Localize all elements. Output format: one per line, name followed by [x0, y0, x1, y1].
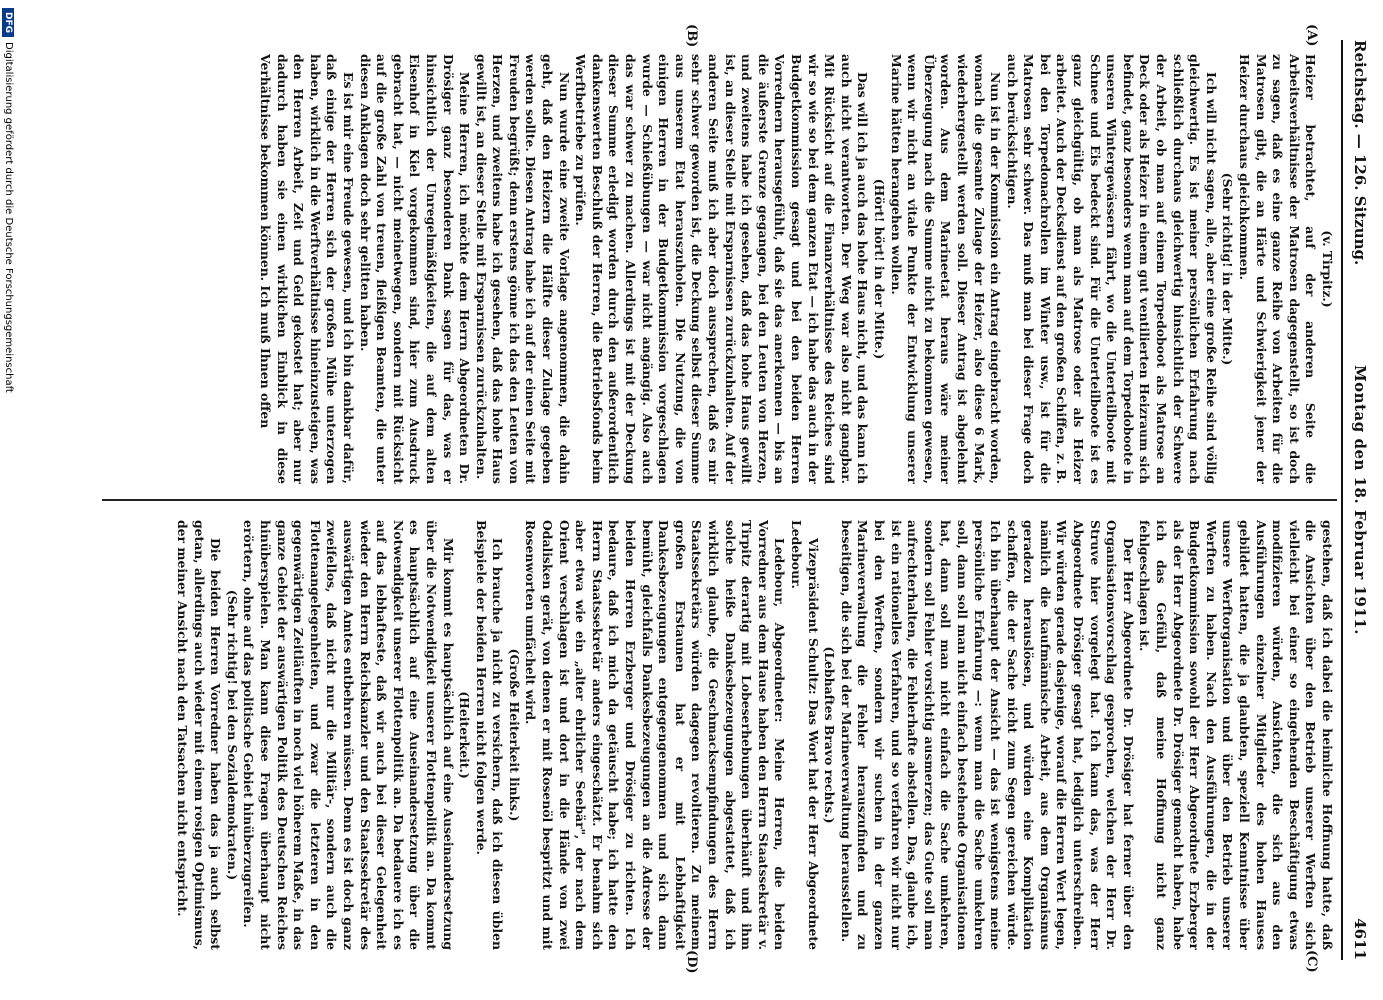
- paragraph: Nun wurde eine zweite Vorlage angenommen, die dahin geht, daß den Heizern die Hälfte dieser Zulage gegeben werden sollte. Diesen Antrag habe ich auf der einen Seite mit Freuden begrüßt; denn erstens gönne ich das den Leuten von Herzen, und zweitens habe ich gesehen, daß das hohe Haus gewillt ist, an dieser Stelle mit Ersparnissen zurückzuhalten.: [473, 54, 572, 484]
- left-column: [110, 54, 1335, 484]
- speaker-intro: Vizepräsident Schultz: Das Wort hat der Herr Abgeordnete Ledebour.: [789, 520, 821, 950]
- attribution-text: Digitalisierung gefördert durch die Deutsche Forschungsgemeinschaft: [3, 42, 14, 393]
- paragraph: Mir kommt es hauptsächlich auf eine Auseinandersetzung über die Notwendigkeit unserer Flottenpolitik an. Da kommt es hauptsächlich auf eine Auseinandersetzung über die Notwendigkeit unserer Flottenpolitik an. Da bedauere ich es auf das lebhafteste, daß wir auch bei dieser Gelegenheit wieder den Herrn Reichskanzler und den Staatssekretär des auswärtigen Amtes entbehren müssen. Denn es ist doch ganz zweifellos, daß nicht nur die Militär-, sondern auch die Flottenangelegenheiten, und zwar die letzteren in den gegenwärtigen Zeitläuften in noch viel höherem Maße, in das ganze Gebiet der auswärtigen Politik des Deutschen Reiches hinüberspielen. Man kann diese Fragen überhaupt nicht erörtern, ohne auf das politische Gebiet hinüberzugreifen.: [241, 520, 456, 950]
- page-header: [1345, 40, 1369, 960]
- header-title: Reichstag. — 126. Sitzung.: [1351, 40, 1369, 266]
- paragraph: Heizer betrachtet, auf der anderen Seite die Arbeitsverhältnisse der Matrosen dagegenstellt, so ist doch zu sagen, daß es eine ganze Reihe von Arbeiten für die Matrosen gibt, die an Härte und Schwierigkeit jener der Heizer durchaus gleichkommen.: [1237, 54, 1319, 484]
- paragraph: Ich brauche ja nicht zu versichern, daß ich diesen üblen Beispiele der beiden Herren nicht folgen werde.: [473, 520, 506, 950]
- right-column: [110, 520, 1335, 950]
- interjection: (Große Heiterkeit links.): [506, 648, 522, 822]
- paragraph: Der Herr Abgeordnete Dr. Drösiger hat ferner über den Organisationsvorschlag gesprochen, welchen der Herr Dr. Struve hier vorgelegt hat. Ich kann das, was der Herr Abgeordnete Drösiger gesagt hat, lediglich unterschreiben. Wir würden gerade dasjenige, worauf die Herren Wert legen, nämlich die kaufmännische Arbeit, aus dem Organismus geradezu herauslösen, und würden eine Komplikation schaffen, die der Sache nicht zum Segen gereichen würde. Ich bin überhaupt der Ansicht — das ist wenigstens meine persönliche Erfahrung —: wenn man die Sache umkehren soll, dann soll man nicht einfach bestehende Organisationen hat, dann soll man nicht einfach die Sache umkehren, sondern soll Fehler vorsichtig ausmerzen; das Gute soll man aufrechterhalten, die Fehlerhafte abstellen. Das, glaube ich, ist ein rationelles Verfahren, und so verfahren wir nicht nur bei den Werften, sondern wir suchen in der ganzen Marineverwaltung die Fehler herauszufinden und zu beseitigen, die sich bei der Marineverwaltung herausstellen.: [838, 520, 1136, 950]
- margin-marker-b: (B): [684, 24, 699, 48]
- interjection: (Heiterkeit.): [457, 691, 473, 779]
- page-number: 4611: [1351, 918, 1369, 960]
- interjection: (Hört! hört! in der Mitte.): [871, 178, 887, 360]
- paragraph: Das will ich ja auch das hohe Haus nicht, und das kann ich auch nicht verantworten. Der Weg war also nicht gangbar. Mit Rücksicht auf die Finanzverhältnisse des Reiches sind wir so wie so bei dem ganzen Etat — ich habe das auch in der Budgetkommission gesagt und bei den beiden Herren Vorrednern herausgefühlt, daß sie das anerkennen — bis an die äußerste Grenze gegangen, bei den Leuten von Herzen, und zweitens habe ich gesehen, daß das hohe Haus gewillt ist, an dieser Stelle mit Ersparnissen zurückzuhalten. Auf der anderen Seite muß ich aber doch aussprechen, daß es mir sehr schwer geworden ist, die Deckung selbst dieser Summe aus unserem Etat herauszuholen. Die Nutzung, die von einigen Herren in der Budgetkommission vorgeschlagen wurde — Schießübungen — war nicht angängig. Also auch das war schwer zu machen. Allerdings ist mit der Deckung dieser Summe erledigt worden durch den außerordentlich dankenswerten Beschluß der Herren, die Betriebsfonds beim Werftbetriebe zu prüfen.: [573, 54, 871, 484]
- paragraph: gestehen, daß ich dabei die heimliche Hoffnung hatte, daß die Ansichten über den Betrieb unserer Werften sich vielleicht bei einer so eingehenden Beschäftigung etwas modifizieren würden, Ansichten, die sich aus den Ausführungen einzelner Mitglieder des hohen Hauses gebildet hatten, die ja glaubten, speziell Kenntnisse über unsere Werftorganisation und über den Betrieb unserer Werften zu haben. Nach den Ausführungen, die in der Budgetkommission sowohl der Herr Abgeordnete Erzberger als der Herr Abgeordnete Dr. Drösiger gemacht haben, habe ich das Gefühl, daß meine Hoffnung nicht ganz fehlgeschlagen ist.: [1137, 520, 1335, 950]
- attribution-strip: [0, 8, 14, 393]
- paragraph: Nun ist in der Kommission ein Antrag eingebracht worden, wonach die gesamte Zulage der Heizer, also diese 6 Mark, wiederhergestellt werden soll. Dieser Antrag ist abgelehnt worden. Aus dem Marineetat heraus wäre meiner Überzeugung nach die Summe nicht zu bekommen gewesen, wenn wir nicht an vitale Punkte der Entwicklung unserer Marine hätten herangehen wollen.: [888, 54, 1004, 484]
- margin-marker-a: (A): [1304, 24, 1319, 47]
- paragraph: Die beiden Herren Vorredner haben das ja auch selbst getan, allerdings auch wieder mit einem rosigen Optimismus, der meiner Ansicht nach den Tatsachen nicht entspricht.: [175, 520, 224, 950]
- dfg-logo: DFG: [2, 8, 14, 37]
- column-divider: [102, 499, 1337, 501]
- header-date: Montag den 18. Februar 1911.: [1351, 365, 1369, 635]
- interjection: (Sehr richtig! in der Mitte.): [1220, 172, 1236, 366]
- paragraph: Es ist mir eine Freude gewesen, und ich bin dankbar dafür, daß einige der Herren sich der großen Mühe unterzogen haben, wirklich in die Werftverhältnisse hineinzusteigen, was den Herren Arbeit, Zeit und Geld gekostet hat; aber nur dadurch haben sie einen wirklichen Einblick in diese Verhältnisse bekommen können. Ich muß Ihnen offen: [258, 54, 356, 484]
- paragraph: Meine Herren, ich möchte dem Herrn Abgeordneten Dr. Drösiger ganz besonderen Dank sagen für das, was er hinsichtlich der Unregelmäßigkeiten, die auf dem alten Eisenhof in Kiel vorgekommen sind, hier zum Ausdruck gebracht hat, — nicht meinetwegen, sondern mit Rücksicht auf die große Zahl von treuen, fleißigen Beamten, die unter diesen Anklagen doch sehr gelitten haben.: [357, 54, 473, 484]
- interjection: (Sehr richtig! bei den Sozialdemokraten.): [224, 589, 240, 881]
- margin-marker-d: (D): [684, 950, 699, 974]
- speaker-note: (v. Tirpitz.): [1320, 230, 1335, 308]
- paragraph: Ledebour, Abgeordneter: Meine Herren, die beiden Vorredner aus dem Hause haben den Herrn Staatssekretär v. Tirpitz derartig mit Lobeserhebungen überhäuft und ihm solche heiße Dankesbezeugungen abgestattet, daß ich wirklich glaube, die Geschmacksempfindungen des Herrn Staatssekretärs würden dagegen revoltieren. Zu meinem großen Erstaunen hat er mit Lebhaftigkeit Dankesbezeugungen entgegengenommen und sich dann bemüht, gleichfalls Dankesbezeugungen an die Adresse der beiden Herren Erzberger und Drösiger zu richten. Ich bedaure, daß ich mich da getäuscht habe; ich hatte den Herrn Staatssekretär anders eingeschätzt. Er benahm sich aber etwa wie ein „alter ehrlicher Seebär", der nach dem Orient verschlagen ist und dort in die Hände von zwei Odalisken gerät, von denen er mit Rosenöl bespritzt und mit Rosenworten umfächelt wird.: [523, 520, 788, 950]
- interjection: (Lebhaftes Bravo rechts.): [822, 646, 838, 824]
- margin-marker-c: (C): [1304, 950, 1319, 973]
- header-rule: [1341, 40, 1343, 960]
- paragraph: Ich will nicht sagen, alle, aber eine große Reihe sind völlig gleichwertig. Es ist meiner persönlichen Erfahrung nach schließlich durchaus gleichwertig hinsichtlich der Schwere der Arbeit, ob man auf einem Torpedoboot als Matrose an Deck oder als Heizer in einem gut ventilierten Heizraum sich befindet, ganz besonders wenn man auf dem Torpedoboote in unseren Wintergewässern fährt, wo die Unterteilboote mit Schnee und Eis bedeckt sind. Für die Unterteilboote ist es ganz gleichgültig, ob man als Matrose oder als Heizer arbeitet. Auch der Decksdienst auf den großen Schiffen, z. B. bei den Torpedonachrollen im Winter usw., ist für die Matrosen sehr schwer. Das muß man bei dieser Frage doch auch berücksichtigen.: [1004, 54, 1219, 484]
